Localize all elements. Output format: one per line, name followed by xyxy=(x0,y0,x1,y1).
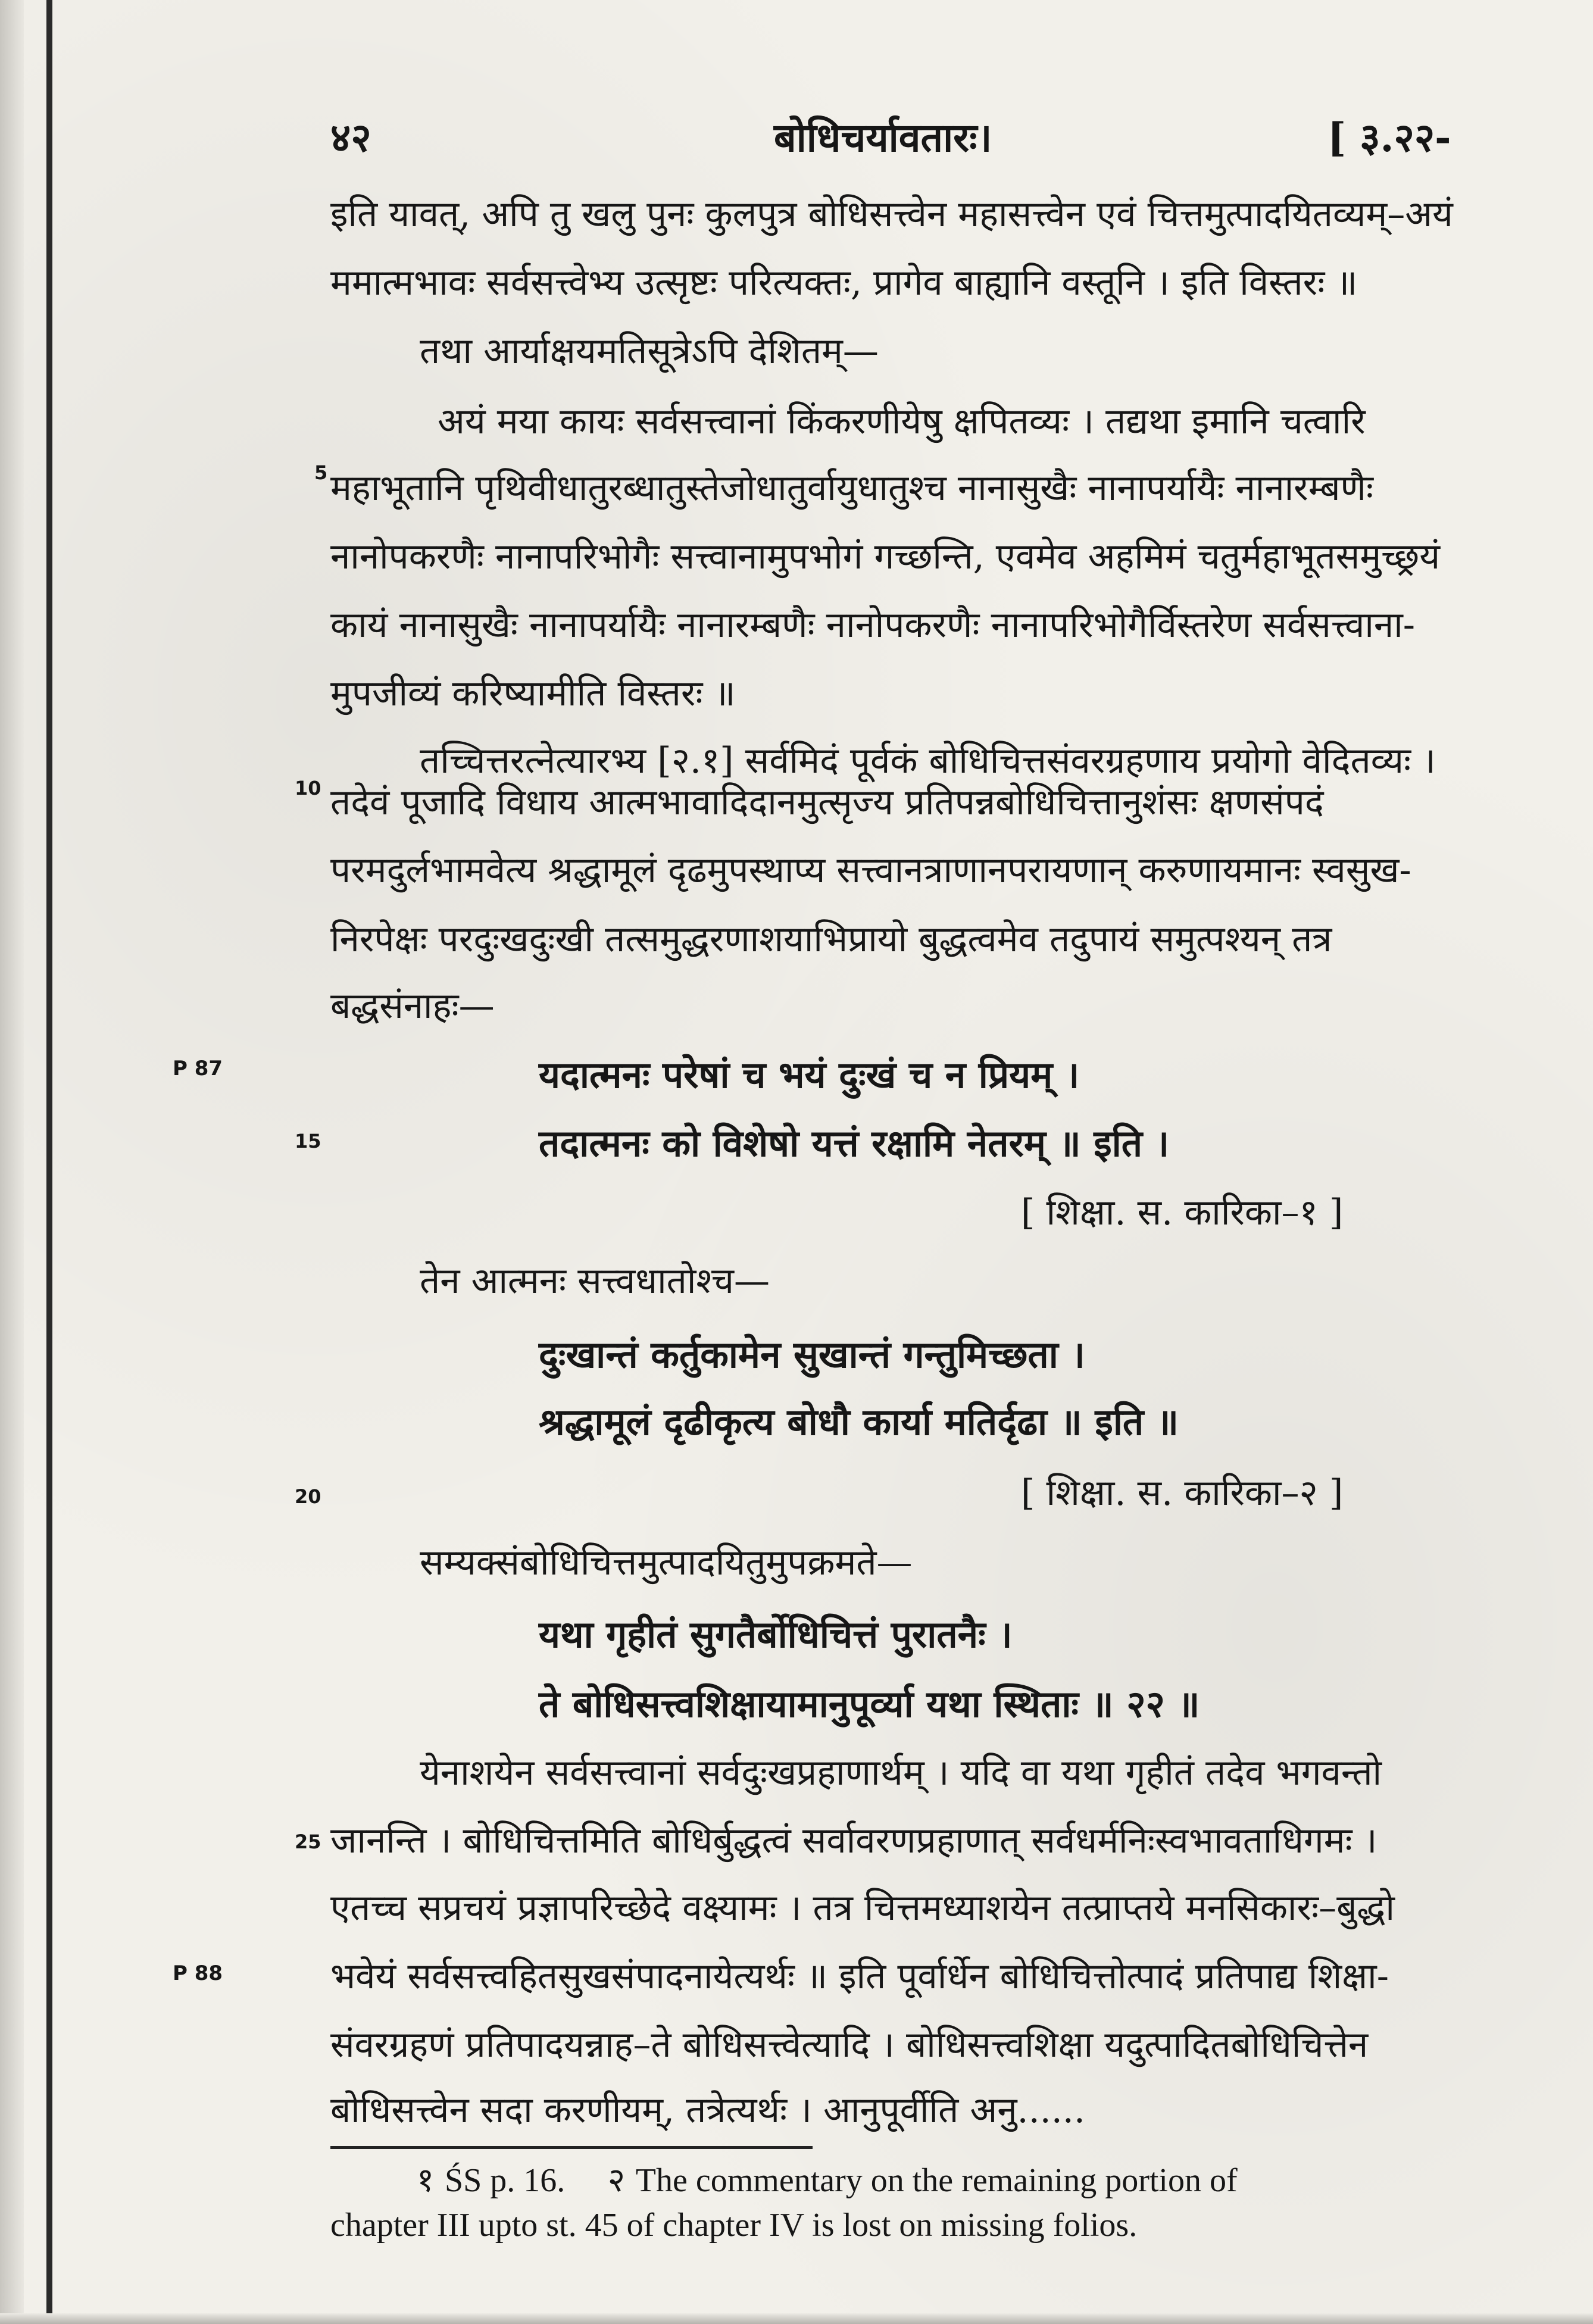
verse-22-line-1: यथा गृहीतं सुगतैर्बोधिचित्तं पुरातनैः । xyxy=(539,1613,1013,1656)
footnote-marker-1: १ xyxy=(417,2161,435,2200)
page-edge-shadow xyxy=(0,0,24,2324)
footnote-line-1 xyxy=(417,2161,1238,2200)
line-number-5: 5 xyxy=(314,461,328,484)
body-line-9: तच्चित्तरत्नेत्यारभ्य [२.१] सर्वमिदं पूर्वकं बोधिचित्तसंवरग्रहणाय प्रयोगो वेदितव्यः । xyxy=(420,740,1436,782)
body-line-12: निरपेक्षः परदुःखदुःखी तत्समुद्धरणाशयाभिप्रायो बुद्धत्वमेव तदुपायं समुत्पश्यन् तत्र xyxy=(330,919,1332,960)
citation-2: [ शिक्षा. स. कारिका–२ ] xyxy=(1021,1472,1344,1514)
citation-1: [ शिक्षा. स. कारिका–१ ] xyxy=(1021,1192,1344,1233)
commentary-line-3: एतच्च सप्रचयं प्रज्ञापरिच्छेदे वक्ष्यामः । तत्र चित्तमध्याशयेन तत्प्राप्तये मनसिकारः–बुद्धो xyxy=(330,1887,1395,1929)
margin-page-ref-p88: P 88 xyxy=(173,1961,223,1985)
commentary-line-4: भवेयं सर्वसत्त्वहितसुखसंपादनायेत्यर्थः ॥ इति पूर्वार्धेन बोधिचित्तोत्पादं प्रतिपाद्य शिक्षा- xyxy=(330,1956,1389,1997)
body-line-11: परमदुर्लभामवेत्य श्रद्धामूलं दृढमुपस्थाप्य सत्त्वानत्राणानपरायणान् करुणायमानः स्वसुख- xyxy=(330,849,1411,891)
body-line-2: ममात्मभावः सर्वसत्त्वेभ्य उत्सृष्टः परित्यक्तः, प्रागेव बाह्यानि वस्तूनि । इति विस्तरः ॥ xyxy=(330,262,1358,304)
body-line-1: इति यावत्, अपि तु खलु पुनः कुलपुत्र बोधिसत्त्वेन महासत्त्वेन एवं चित्तमुत्पादयितव्यम्–अयं xyxy=(330,193,1453,235)
footnote-line-2: chapter III upto st. 45 of chapter IV is lost on missing folios. xyxy=(330,2207,1138,2244)
body-line-13: बद्धसंनाहः— xyxy=(330,985,495,1027)
header-verse-ref: [ ३.२२- xyxy=(1328,114,1451,161)
verse-22-line-2: ते बोधिसत्त्वशिक्षायामानुपूर्व्या यथा स्थिताः ॥ २२ ॥ xyxy=(539,1682,1200,1726)
footnote-separator xyxy=(330,2146,813,2149)
footnote-1-text: ŚS p. 16. xyxy=(444,2162,566,2199)
page-bottom-edge xyxy=(0,2313,1593,2324)
margin-page-ref-p87: P 87 xyxy=(173,1057,223,1080)
footnote-2-text-start: The commentary on the remaining portion of xyxy=(635,2162,1238,2199)
line-number-10: 10 xyxy=(295,777,321,799)
body-line-10: तदेवं पूजादि विधाय आत्मभावादिदानमुत्सृज्य प्रतिपन्नबोधिचित्तानुशंसः क्षणसंपदं xyxy=(330,782,1324,823)
header-title: बोधिचर्यावतारः। xyxy=(774,114,992,161)
verse-line-3: दुःखान्तं कर्तुकामेन सुखान्तं गन्तुमिच्छता । xyxy=(539,1333,1085,1376)
body-line-6: नानोपकरणैः नानापरिभोगैः सत्त्वानामुपभोगं गच्छन्ति, एवमेव अहमिमं चतुर्महाभूतसमुच्छ्रयं xyxy=(330,536,1441,577)
body-line-5: महाभूतानि पृथिवीधातुरब्धातुस्तेजोधातुर्वायुधातुश्च नानासुखैः नानापर्यायैः नानारम्बणैः xyxy=(330,467,1373,509)
footnote-marker-2: २ xyxy=(607,2161,625,2200)
body-line-4: अयं मया कायः सर्वसत्त्वानां किंकरणीयेषु क्षपितव्यः । तद्यथा इमानि चत्वारि xyxy=(438,401,1366,442)
line-number-25: 25 xyxy=(295,1831,321,1853)
verse-line-4: श्रद्धामूलं दृढीकृत्य बोधौ कार्या मतिर्दृढा ॥ इति ॥ xyxy=(539,1400,1179,1444)
commentary-line-1: येनाशयेन सर्वसत्त्वानां सर्वदुःखप्रहाणार्थम् । यदि वा यथा गृहीतं तदेव भगवन्तो xyxy=(420,1752,1382,1794)
body-line-20: सम्यक्संबोधिचित्तमुत्पादयितुमुपक्रमते— xyxy=(420,1542,913,1583)
body-line-8: मुपजीव्यं करिष्यामीति विस्तरः ॥ xyxy=(330,673,736,714)
body-line-3: तथा आर्याक्षयमतिसूत्रेऽपि देशितम्— xyxy=(420,330,879,372)
verse-line-2: तदात्मनः को विशेषो यत्तं रक्षामि नेतरम् ॥ इति । xyxy=(539,1122,1170,1165)
verse-line-1: यदात्मनः परेषां च भयं दुःखं च न प्रियम् । xyxy=(539,1053,1080,1097)
body-line-16: तेन आत्मनः सत्त्वधातोश्च— xyxy=(420,1260,770,1302)
commentary-line-2: जानन्ति । बोधिचित्तमिति बोधिर्बुद्धत्वं सर्वावरणप्रहाणात् सर्वधर्मनिःस्वभावताधिगमः । xyxy=(330,1820,1378,1861)
book-spine-line xyxy=(46,0,52,2324)
commentary-line-6: बोधिसत्त्वेन सदा करणीयम्, तत्रेत्यर्थः । आनुपूर्वीति अनु...... xyxy=(330,2089,1085,2131)
header-page-number: ४२ xyxy=(330,114,371,161)
body-line-7: कायं नानासुखैः नानापर्यायैः नानारम्बणैः नानोपकरणैः नानापरिभोगैर्विस्तरेण सर्वसत्त्वाना- xyxy=(330,604,1416,646)
line-number-20: 20 xyxy=(295,1485,321,1508)
commentary-line-5: संवरग्रहणं प्रतिपादयन्नाह–ते बोधिसत्त्वेत्यादि । बोधिसत्त्वशिक्षा यदुत्पादितबोधिचित्तेन xyxy=(330,2024,1369,2066)
line-number-15: 15 xyxy=(295,1130,321,1152)
